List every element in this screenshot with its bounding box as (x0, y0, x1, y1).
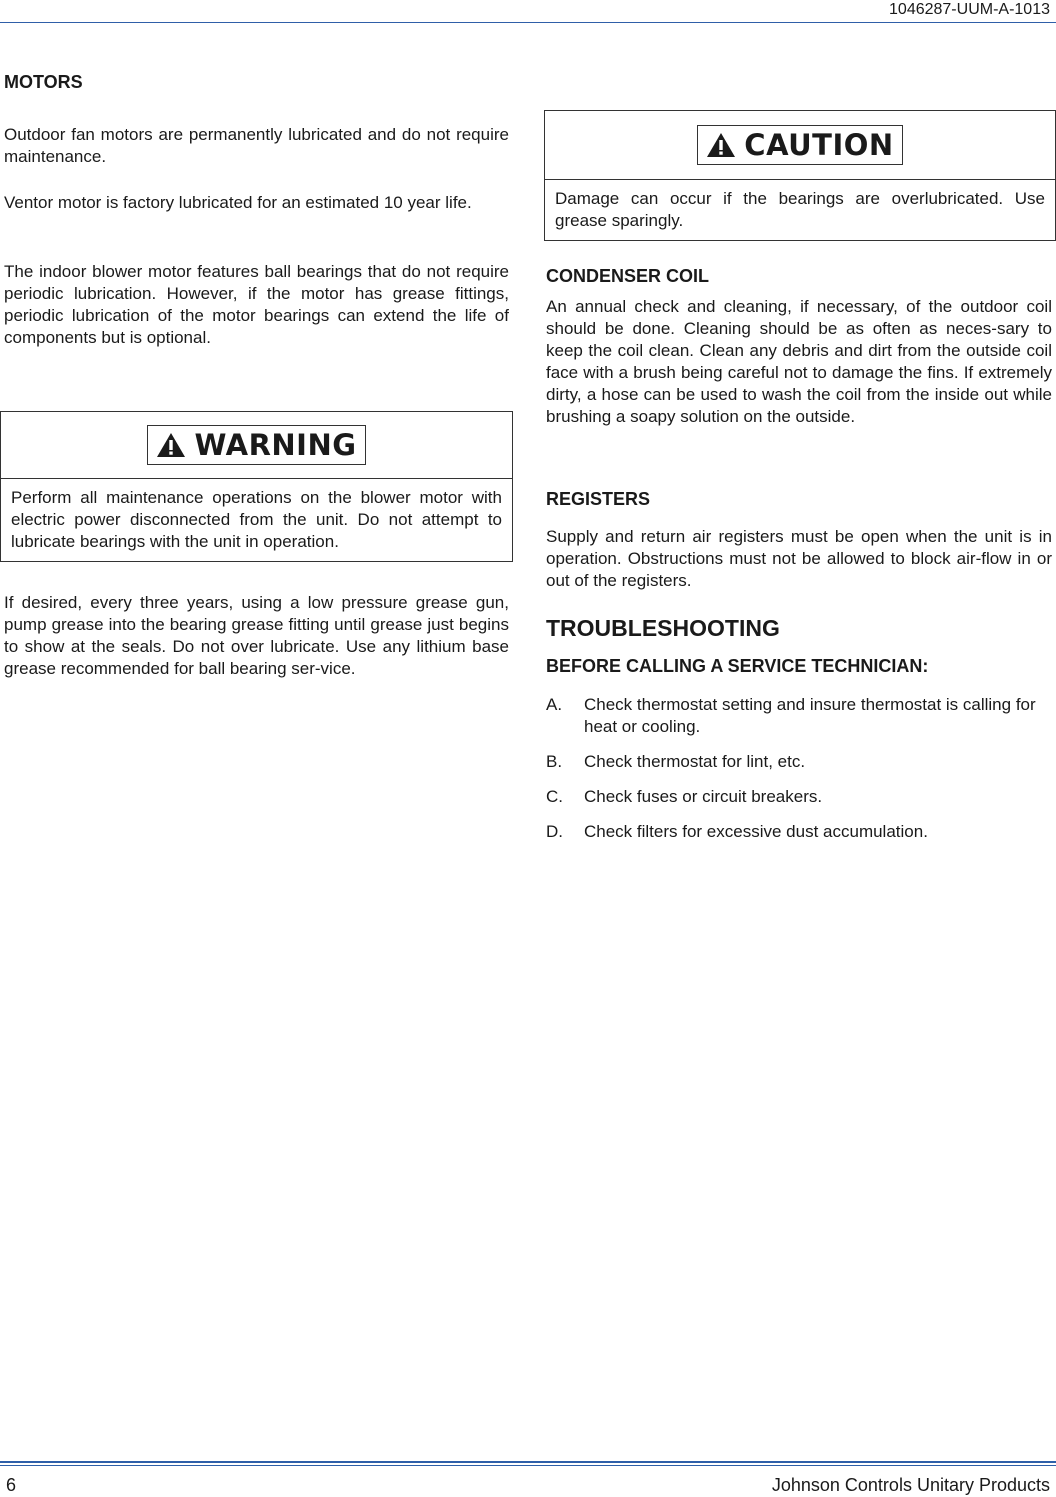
warning-label: WARNING (194, 428, 357, 462)
warning-header (1, 412, 512, 479)
footer-company: Johnson Controls Unitary Products (771, 1475, 1050, 1495)
checklist-item-label: C. (546, 787, 563, 806)
caution-text: Damage can occur if the bearings are overlubricated. Use grease sparingly. (555, 189, 1045, 230)
checklist-item (546, 786, 1052, 808)
checklist-item-label: A. (546, 695, 563, 714)
header-rule (0, 22, 1056, 23)
condenser-coil-text: An annual check and cleaning, if necessary, of the outdoor coil should be done. Cleaning should be as often as neces-sary to keep the coil clean. Clean any debris and dirt from the outside coil face with a brush being careful not to damage the fins. If extremely dirty, a hose can be used to wash the coil from the inside out while brushing a soapy solution on the outside. (546, 297, 1052, 426)
checklist-item-text: Check fuses or circuit breakers. (584, 787, 823, 806)
caution-header (545, 111, 1055, 180)
motors-grease-paragraph: If desired, every three years, using a low pressure grease gun, pump grease into the bearing grease fitting until grease just begins to show at the seals. Do not over lubricate. Use any lithium base grease recommended for ball bearing ser-vice. (4, 593, 509, 678)
checklist-item (546, 821, 1052, 843)
troubleshooting-checklist (546, 694, 1052, 856)
checklist-item-text: Check thermostat for lint, etc. (584, 752, 806, 771)
condenser-coil-heading: CONDENSER COIL (546, 266, 710, 286)
page-number: 6 (6, 1475, 17, 1495)
footer-rule (0, 1461, 1056, 1463)
checklist-item-text: Check filters for excessive dust accumulation. (584, 822, 928, 841)
warning-banner (147, 425, 365, 465)
motors-paragraph-2: Ventor motor is factory lubricated for an estimated 10 year life. (4, 193, 472, 212)
motors-heading: MOTORS (4, 72, 83, 92)
warning-text: Perform all maintenance operations on the blower motor with electric power disconnected from the unit. Do not attempt to lubricate bearings with the unit in operation. (11, 488, 502, 551)
caution-box (544, 110, 1056, 241)
checklist-item-label: B. (546, 752, 563, 771)
caution-banner (697, 125, 902, 165)
motors-paragraph-3: The indoor blower motor features ball bearings that do not require periodic lubrication. However, if the motor has grease fittings, periodic lubrication of the motor bearings can extend the life of components but is optional. (4, 262, 509, 347)
troubleshooting-subheading: BEFORE CALLING A SERVICE TECHNICIAN: (546, 656, 929, 676)
checklist-item-text: Check thermostat setting and insure thermostat is calling for heat or cooling. (584, 695, 1036, 736)
document-code: 1046287-UUM-A-1013 (889, 1, 1050, 18)
troubleshooting-heading: TROUBLESHOOTING (546, 615, 780, 641)
caution-triangle-icon (706, 132, 736, 158)
registers-text: Supply and return air registers must be open when the unit is in operation. Obstructions must not be allowed to block air-flow in or out of the registers. (546, 527, 1052, 590)
warning-triangle-icon (156, 432, 186, 458)
registers-heading: REGISTERS (546, 489, 651, 509)
footer-rule-thin (0, 1465, 1056, 1466)
checklist-item-label: D. (546, 822, 563, 841)
motors-paragraph-1: Outdoor fan motors are permanently lubricated and do not require maintenance. (4, 125, 509, 166)
checklist-item (546, 751, 1052, 773)
warning-box (0, 411, 513, 562)
caution-label: CAUTION (744, 128, 894, 162)
checklist-item (546, 694, 1052, 738)
